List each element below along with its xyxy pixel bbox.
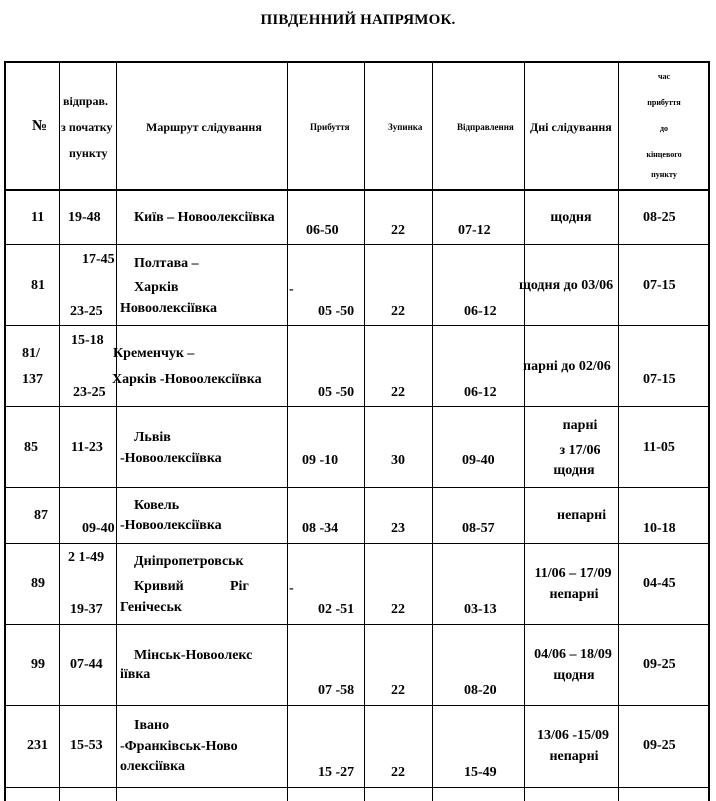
- row-7-final: 09-25: [643, 657, 676, 672]
- row-8-route-2: -Франківськ-Ново: [120, 739, 238, 754]
- row-1-dep-start: 19-48: [68, 210, 101, 225]
- header-days: Дні слідування: [530, 120, 612, 134]
- row-3-route-2: Харків -Новоолексіївка: [112, 372, 262, 387]
- header-route: Маршрут слідування: [146, 120, 262, 134]
- row-2-final: 07-15: [643, 278, 676, 293]
- row-8-days-1: 13/06 -15/09: [537, 728, 609, 743]
- row-4-num: 85: [24, 440, 38, 455]
- row-3-departure: 06-12: [464, 385, 497, 400]
- header-arrival: Прибуття: [310, 122, 350, 132]
- row-7-days-1: 04/06 – 18/09: [534, 647, 612, 662]
- page-title: ПІВДЕННИЙ НАПРЯМОК.: [260, 12, 456, 28]
- row-2-stop: 22: [391, 304, 405, 319]
- row-3-num-1: 81/: [22, 346, 40, 361]
- row-divider: [4, 325, 710, 326]
- row-1-final: 08-25: [643, 210, 676, 225]
- row-8-arrival: 15 -27: [318, 765, 355, 780]
- row-1-stop: 22: [391, 223, 405, 238]
- row-divider: [4, 624, 710, 625]
- row-3-route-1: Кременчук –: [113, 346, 195, 361]
- row-divider: [4, 406, 710, 407]
- row-7-num: 99: [31, 657, 45, 672]
- row-3-dep-start-1: 15-18: [71, 333, 104, 348]
- col-divider: [116, 61, 117, 801]
- row-3-final: 07-15: [643, 372, 676, 387]
- row-6-num: 89: [31, 576, 45, 591]
- row-3-dep-start-2: 23-25: [73, 385, 106, 400]
- row-2-departure: 06-12: [464, 304, 497, 319]
- col-divider: [708, 61, 710, 801]
- header-dep-start-line1: відправ.: [63, 94, 108, 108]
- row-4-arrival: 09 -10: [302, 453, 339, 468]
- row-7-days-2: щодня: [553, 668, 595, 683]
- row-7-arrival: 07 -58: [318, 683, 355, 698]
- row-5-stop: 23: [391, 521, 405, 536]
- row-6-final: 04-45: [643, 576, 676, 591]
- col-divider: [364, 61, 365, 801]
- row-1-num: 11: [31, 210, 45, 225]
- row-2-route-3: Новоолексіївка: [120, 301, 218, 316]
- row-5-route-1: Ковель: [134, 498, 180, 513]
- row-1-arrival: 06-50: [306, 223, 339, 238]
- row-8-stop: 22: [391, 765, 405, 780]
- row-6-route-3: Генічеськ: [120, 600, 182, 615]
- header-dep-start-line3: пункту: [69, 146, 108, 160]
- row-divider: [4, 189, 710, 191]
- row-4-dep-start: 11-23: [71, 440, 103, 455]
- row-1-departure: 07-12: [458, 223, 491, 238]
- row-1-route: Київ – Новоолексіївка: [134, 210, 275, 225]
- row-8-final: 09-25: [643, 738, 676, 753]
- row-6-route-dash: -: [289, 581, 294, 596]
- header-final-line2: прибуття: [647, 98, 681, 107]
- row-3-num-2: 137: [22, 372, 43, 387]
- row-2-dep-start-1: 17-45: [82, 252, 115, 267]
- header-departure: Відправлення: [457, 122, 514, 132]
- row-2-dep-start-2: 23-25: [70, 304, 103, 319]
- row-2-route-1: Полтава –: [134, 256, 199, 271]
- row-2-num: 81: [31, 278, 45, 293]
- row-6-dep-start-2: 19-37: [70, 602, 103, 617]
- row-7-dep-start: 07-44: [70, 657, 103, 672]
- row-6-departure: 03-13: [464, 602, 497, 617]
- row-divider: [4, 244, 710, 245]
- row-5-dep-start: 09-40: [82, 521, 115, 536]
- row-divider: [4, 705, 710, 706]
- header-final-line5: пункту: [651, 170, 677, 179]
- row-4-departure: 09-40: [462, 453, 495, 468]
- row-7-stop: 22: [391, 683, 405, 698]
- row-2-route-2: Харків: [134, 280, 179, 295]
- row-4-route-1: Львів: [134, 430, 171, 445]
- row-2-route-dash: -: [289, 282, 294, 297]
- row-6-days-2: непарні: [549, 587, 599, 602]
- row-4-days-1: парні: [562, 418, 598, 433]
- row-6-stop: 22: [391, 602, 405, 617]
- row-4-days-3: щодня: [553, 463, 595, 478]
- row-5-final: 10-18: [643, 521, 676, 536]
- row-4-stop: 30: [391, 453, 405, 468]
- header-final-line3: до: [659, 124, 669, 133]
- row-5-route-2: -Новоолексіївка: [120, 518, 222, 533]
- row-8-dep-start: 15-53: [70, 738, 103, 753]
- header-final-line1: час: [657, 72, 671, 81]
- row-6-days-1: 11/06 – 17/09: [534, 566, 612, 581]
- row-5-days: непарні: [557, 508, 607, 523]
- row-5-arrival: 08 -34: [302, 521, 339, 536]
- row-6-route-1: Дніпропетровськ: [134, 554, 244, 569]
- header-num: №: [32, 118, 48, 134]
- header-stop: Зупинка: [388, 122, 423, 132]
- row-4-route-2: -Новоолексіївка: [120, 451, 222, 466]
- row-2-days: щодня до 03/06: [519, 278, 614, 293]
- row-divider: [4, 487, 710, 488]
- row-8-days-2: непарні: [549, 749, 599, 764]
- col-divider: [287, 61, 288, 801]
- row-7-route-1: Мінськ-Новоолекс: [134, 648, 253, 663]
- header-dep-start-line2: з початку: [61, 120, 113, 134]
- col-divider: [59, 61, 60, 801]
- row-6-arrival: 02 -51: [318, 602, 355, 617]
- row-divider: [4, 787, 710, 788]
- row-4-final: 11-05: [643, 440, 675, 455]
- row-divider: [4, 543, 710, 544]
- row-5-num: 87: [34, 508, 48, 523]
- header-final-line4: кінцевого: [646, 150, 682, 159]
- row-8-num: 231: [27, 738, 48, 753]
- row-6-route-2b: Ріг: [230, 579, 249, 594]
- row-8-departure: 15-49: [464, 765, 497, 780]
- col-divider: [432, 61, 433, 801]
- row-4-days-2: з 17/06: [559, 443, 601, 458]
- row-6-route-2a: Кривий: [134, 579, 184, 594]
- row-3-days: парні до 02/06: [523, 359, 611, 374]
- row-8-route-1: Івано: [134, 718, 170, 733]
- row-3-stop: 22: [391, 385, 405, 400]
- row-6-dep-start-1: 2 1-49: [68, 550, 105, 565]
- row-8-route-3: олексіївка: [120, 759, 186, 774]
- row-3-arrival: 05 -50: [318, 385, 355, 400]
- row-7-route-2: іївка: [120, 667, 151, 682]
- row-7-departure: 08-20: [464, 683, 497, 698]
- row-5-departure: 08-57: [462, 521, 495, 536]
- row-2-arrival: 05 -50: [318, 304, 355, 319]
- row-1-days: щодня: [550, 210, 592, 225]
